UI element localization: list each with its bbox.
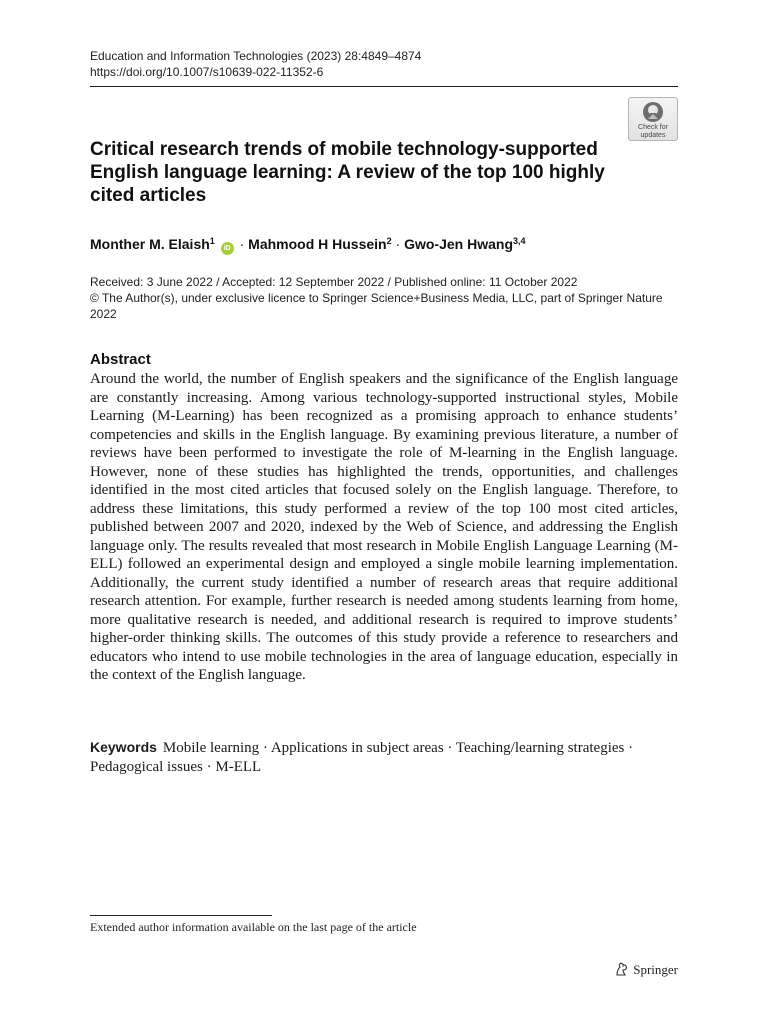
- author-affiliation: 3,4: [513, 236, 526, 246]
- author-name[interactable]: Gwo-Jen Hwang: [404, 236, 513, 252]
- footnote-rule: [90, 915, 272, 916]
- author-name[interactable]: Monther M. Elaish: [90, 236, 210, 252]
- abstract-text: Around the world, the number of English speakers and the significance of the English language are constantly increasing. Among various technology-supported instructional styles, Mobile Learning (M-Learning) has been recognized as a promising approach to enhance students’ competencies and skills in the English language. By examining previous literature, a number of reviews have been performed to investigate the role of M-learning in the English language. However, none of these studies has highlighted the trends, opportunities, and challenges identified in the most cited articles that focused solely on the English language. Therefore, to address these limitations, this study performed a review of the top 100 most cited articles, published between 2007 and 2020, indexed by the Web of Science, and addressing the English language only. The results revealed that most research in Mobile English Language Learning (M-ELL) followed an experimental design and employed a single mobile learning implementation. Additionally, the current study identified a number of research areas that require additional research attention. For example, further research is needed among students learning from home, more qualitative research is needed, and additional research is required to improve students’ higher-order thinking skills. The outcomes of this study provide a reference to researchers and educators who intend to use mobile technologies in the area of language education, especially in the context of the English language.: [90, 371, 678, 683]
- keywords-text: Mobile learning · Applications in subject areas · Teaching/learning strategies · Pedagogical issues · M-ELL: [90, 740, 634, 775]
- springer-horse-icon: [614, 961, 630, 977]
- doi-link[interactable]: https://doi.org/10.1007/s10639-022-11352-6: [90, 65, 324, 79]
- author-separator: ·: [395, 236, 401, 252]
- badge-line-2: updates: [640, 132, 666, 139]
- keywords-label: Keywords: [90, 739, 157, 755]
- abstract-heading: Abstract: [90, 351, 151, 368]
- author-separator: ·: [239, 236, 245, 252]
- journal-header: [90, 48, 421, 80]
- author-list: [90, 231, 526, 255]
- publisher-logo: [614, 961, 678, 979]
- header-rule: [90, 86, 678, 87]
- check-for-updates-badge[interactable]: [628, 97, 678, 141]
- author-affiliation: 2: [386, 236, 392, 246]
- footnote-text: Extended author information available on the last page of the article: [90, 920, 417, 934]
- author-affiliation: 1: [209, 236, 215, 246]
- author-name[interactable]: Mahmood H Hussein: [248, 236, 387, 252]
- journal-citation: Education and Information Technologies (2023) 28:4849–4874: [90, 49, 422, 63]
- copyright-notice: © The Author(s), under exclusive licence to Springer Science+Business Media, LLC, part of Springer Nature 2022: [90, 291, 663, 321]
- history-dates: Received: 3 June 2022 / Accepted: 12 September 2022 / Published online: 11 October 2022: [90, 275, 578, 289]
- publication-dates: [90, 274, 680, 322]
- badge-line-1: Check for: [638, 124, 668, 131]
- article-title: Critical research trends of mobile technology-supported English language learning: A review of the top 100 highly cited articles: [90, 139, 605, 206]
- keywords-section: [90, 738, 678, 777]
- orcid-icon[interactable]: iD: [221, 242, 234, 255]
- crossmark-icon: [642, 101, 664, 123]
- publisher-name: Springer: [633, 962, 678, 977]
